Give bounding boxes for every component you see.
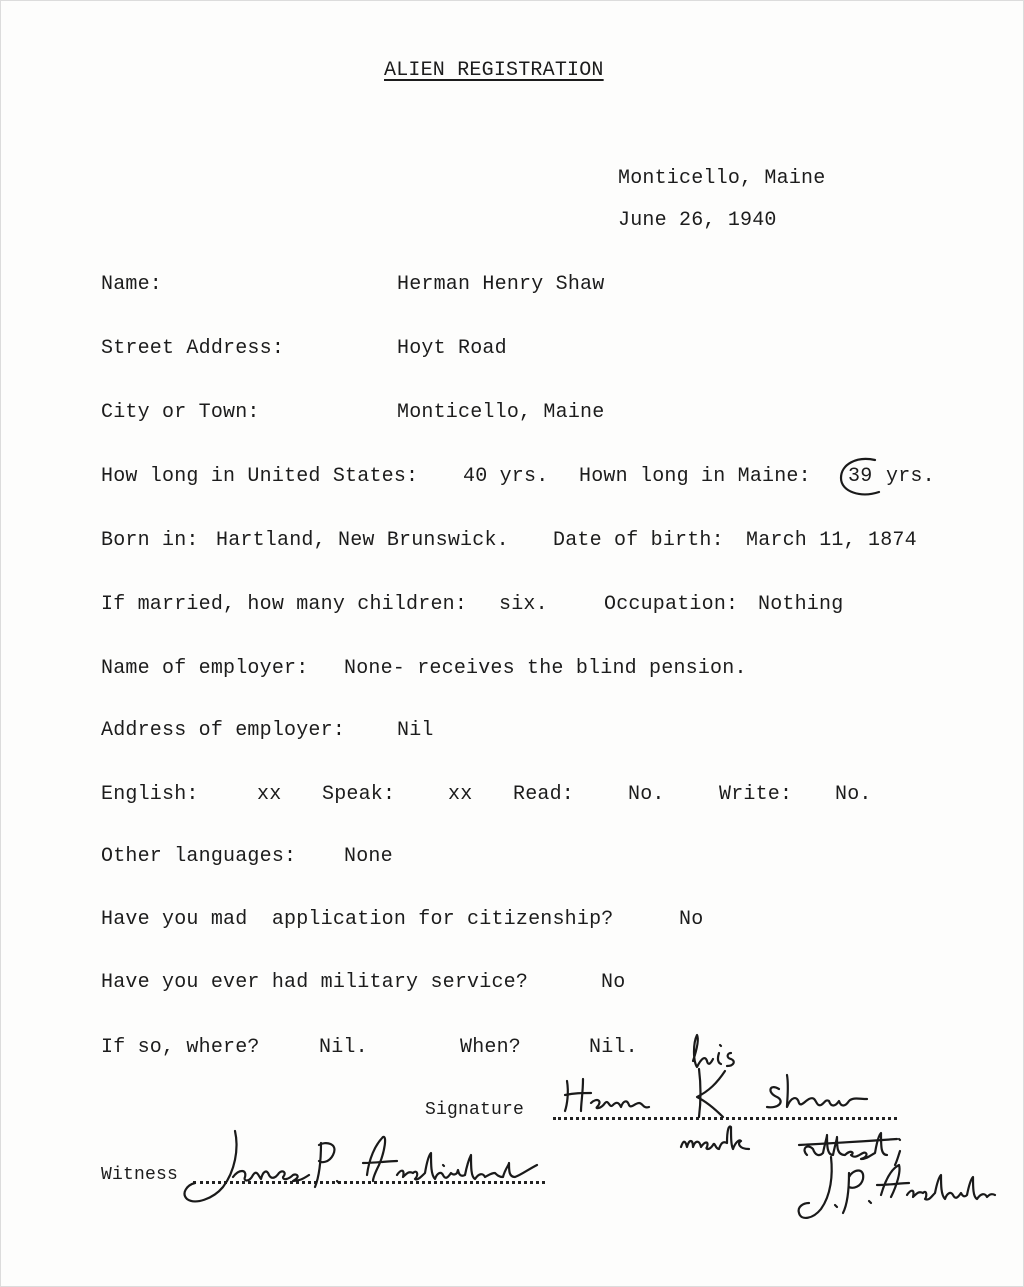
employer-address-label: Address of employer: [101,719,346,742]
english-label: English: [101,783,199,806]
occupation-value: Nothing [758,593,844,616]
document-title: ALIEN REGISTRATION [384,59,604,82]
citizenship-label: Have you mad application for citizenship? [101,908,614,931]
speak-value: xx [448,783,473,806]
mark-handwriting [675,1119,765,1159]
when-value: Nil. [589,1036,638,1059]
children-label: If married, how many children: [101,593,468,616]
write-label: Write: [719,783,793,806]
street-label: Street Address: [101,337,285,360]
read-label: Read: [513,783,575,806]
city-value: Monticello, Maine [397,401,605,424]
children-value: six. [499,593,548,616]
employer-value: None- receives the blind pension. [344,657,747,680]
languages-value: None [344,845,393,868]
born-value: Hartland, New Brunswick. [216,529,509,552]
date-line: June 26, 1940 [618,209,777,232]
born-label: Born in: [101,529,199,552]
city-label: City or Town: [101,401,260,424]
name-label: Name: [101,273,163,296]
maine-duration-label: Hown long in Maine: [579,465,811,488]
witness-label: Witness [101,1165,179,1185]
when-label: When? [460,1036,522,1059]
employer-label: Name of employer: [101,657,309,680]
dob-label: Date of birth: [553,529,724,552]
write-value: No. [835,783,872,806]
military-label: Have you ever had military service? [101,971,529,994]
mark-x-handwriting [679,1063,739,1123]
english-value: xx [257,783,282,806]
witness-signature [179,1125,559,1215]
pencil-circle-mark [835,456,891,498]
citizenship-value: No [679,908,704,931]
military-value: No [601,971,626,994]
languages-label: Other languages: [101,845,297,868]
speak-label: Speak: [322,783,396,806]
where-label: If so, where? [101,1036,260,1059]
herman-signature [561,1075,661,1117]
occupation-label: Occupation: [604,593,739,616]
where-value: Nil. [319,1036,368,1059]
us-duration-value: 40 yrs. [463,465,549,488]
maine-duration-value: 39 [848,465,873,488]
maine-duration-unit: yrs. [886,465,935,488]
attest-initials-signature [791,1151,1001,1227]
place-line: Monticello, Maine [618,167,826,190]
dob-value: March 11, 1874 [746,529,917,552]
street-value: Hoyt Road [397,337,507,360]
shaw-signature [763,1069,893,1113]
name-value: Herman Henry Shaw [397,273,605,296]
employer-address-value: Nil [397,719,434,742]
read-value: No. [628,783,665,806]
signature-label: Signature [425,1100,525,1120]
us-duration-label: How long in United States: [101,465,419,488]
